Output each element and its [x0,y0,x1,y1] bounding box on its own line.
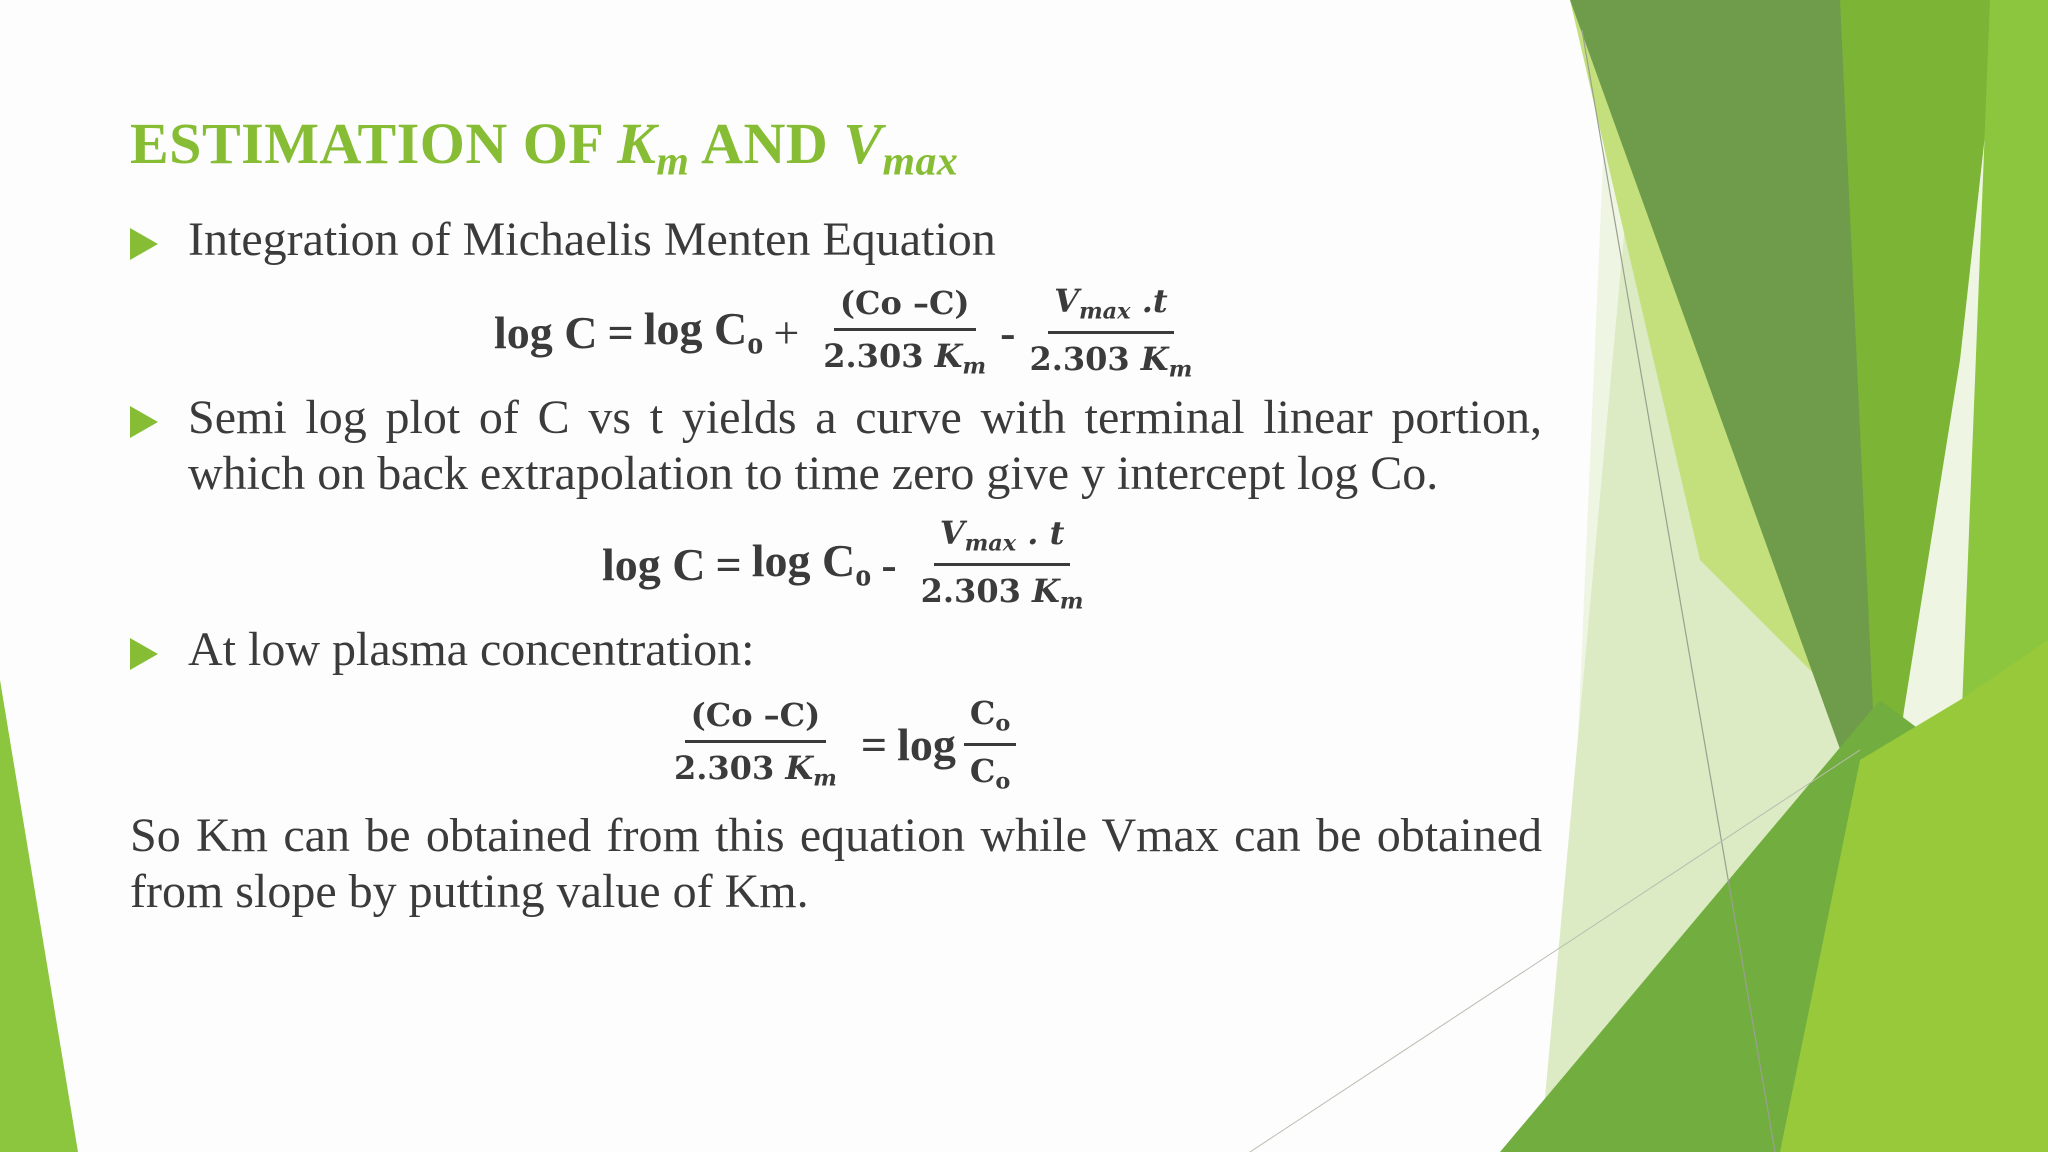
bullet-item-3 [130,622,1542,678]
fraction: $\frac{(Co -C)}{2.303 K_m}$ [823,284,987,381]
fraction: $\frac{(Co -C)}{2.303 K_m}$ [674,696,837,793]
bullet-text: At low plasma concentration: [188,623,755,676]
equation-semilog: log C = $\log C_o$ - $\frac{V_{max} . t}{2.303 K_m}$ [602,514,1098,614]
bullet-text: Integration of Michaelis Menten Equation [188,213,996,266]
bullet-text: Semi log plot of C vs t yields a curve with terminal linear portion, which on back extrapolation to time zero give y intercept log Co. [188,391,1542,500]
slide-title: ESTIMATION OF $K_m$ AND $V_{max}$ [130,111,959,185]
fraction: $\frac{V_{max} . t}{2.303 K_m}$ [920,514,1084,615]
equation-integrated-mm: log C = $\log C_o$ + $\frac{(Co -C)}{2.303 K_m}$ - $\frac{V_{max} .t}{2.303 K_m}$ [494,282,1206,382]
triangle-bullet-icon [130,638,158,670]
fraction: $\frac{V_{max} .t}{2.303 K_m}$ [1029,282,1193,383]
bullet-item-1 [130,212,1542,268]
left-green-shape [0,680,78,1152]
equation-low-concentration: $\frac{(Co -C)}{2.303 K_m}$ = log $\frac{C_o}{C_o}$ [660,694,1024,794]
fraction: $\frac{C_o}{C_o}$ [964,694,1016,794]
triangle-bullet-icon [130,406,158,438]
bullet-item-2 [130,390,1542,502]
triangle-bullet-icon [130,228,158,260]
conclusion-text: So Km can be obtained from this equation while Vmax can be obtained from slope by putting value of Km. [130,809,1542,918]
